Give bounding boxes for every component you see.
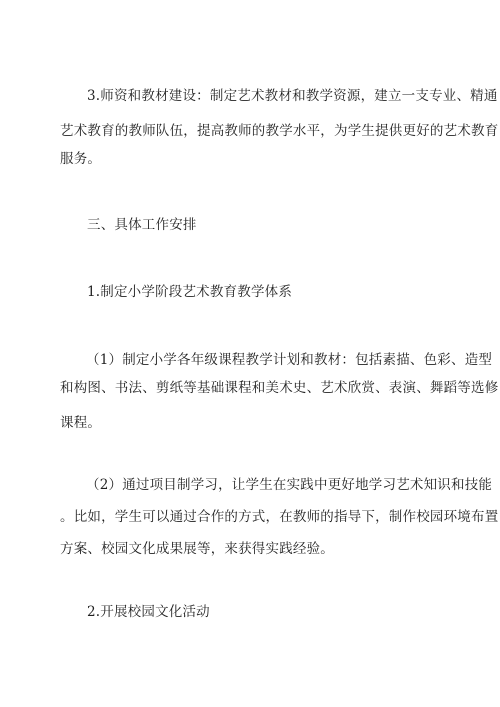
item-1-line-1: （1）制定小学各年级课程教学计划和教材：包括素描、色彩、造型 — [86, 352, 493, 368]
paragraph-teachers-materials-line-3: 服务。 — [60, 151, 102, 167]
item-2-line-2: 。比如，学生可以通过合作的方式，在教师的指导下，制作校园环境布置 — [60, 509, 499, 525]
subheading-1: 1.制定小学阶段艺术教育教学体系 — [87, 284, 293, 300]
item-2-line-3: 方案、校园文化成果展等，来获得实践经验。 — [60, 541, 334, 557]
section-heading-three: 三、具体工作安排 — [87, 217, 197, 233]
paragraph-teachers-materials-line-2: 艺术教育的教师队伍，提高教师的教学水平，为学生提供更好的艺术教育 — [60, 123, 499, 139]
subheading-2: 2.开展校园文化活动 — [87, 604, 210, 620]
item-1-line-3: 课程。 — [60, 415, 102, 431]
item-2-line-1: （2）通过项目制学习，让学生在实践中更好地学习艺术知识和技能 — [86, 477, 493, 493]
item-1-line-2: 和构图、书法、剪纸等基础课程和美术史、艺术欣赏、表演、舞蹈等选修 — [60, 380, 499, 396]
paragraph-teachers-materials-line-1: 3.师资和教材建设：制定艺术教材和教学资源，建立一支专业、精通 — [87, 88, 498, 104]
